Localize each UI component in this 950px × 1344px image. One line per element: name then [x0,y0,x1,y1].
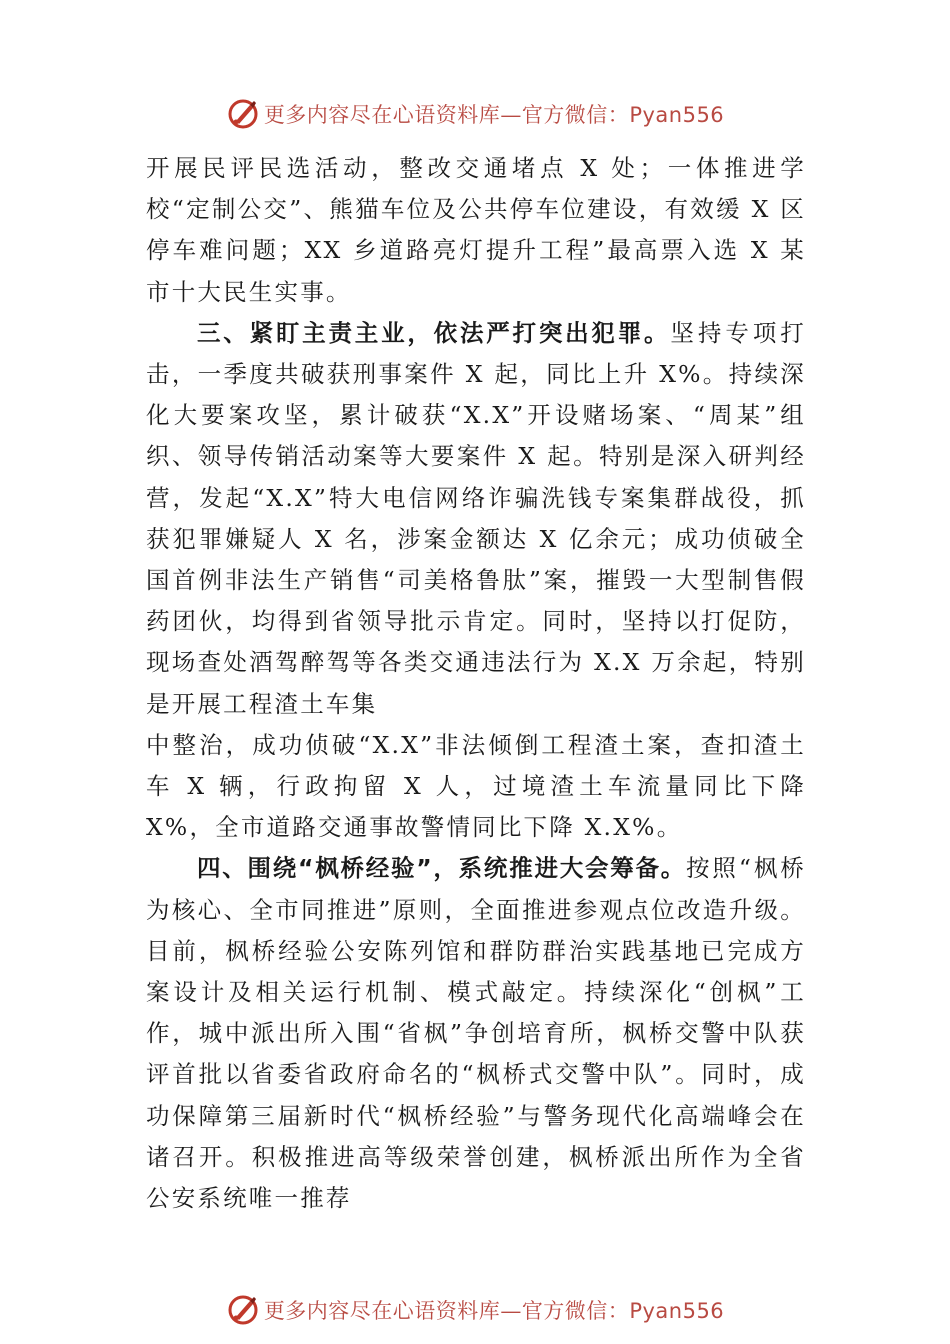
section-heading-3: 三、紧盯主责主业，依法严打突出犯罪。 [197,318,671,347]
paragraph-2 [146,313,806,725]
paragraph-4-text: 按照“枫桥为核心、全市同推进”原则，全面推进参观点位改造升级。目前，枫桥经验公安陈列馆和群防群治实践基地已完成方案设计及相关运行机制、模式敲定。持续深化“创枫”工作，城中派出所入围“省枫”争创培育所，枫桥交警中队获评首批以省委省政府命名的“枫桥式交警中队”。同时，成功保障第三届新时代“枫桥经验”与警务现代化高端峰会在诸召开。积极推进高等级荣誉创建，枫桥派出所作为全省公安系统唯一推荐 [146,854,806,1213]
paragraph-3: 中整治，成功侦破“X.X”非法倾倒工程渣土案，查扣渣土车 X 辆，行政拘留 X 人，过境渣土车流量同比下降 X%，全市道路交通事故警情同比下降 X.X%。 [146,730,806,842]
brush-logo-icon [226,97,260,131]
watermark-header [0,94,950,134]
section-heading-4: 四、围绕“枫桥经验”，系统推进大会筹备。 [197,854,686,883]
watermark-text: 更多内容尽在心语资料库—官方微信：Pyan556 [263,1299,725,1323]
watermark-text: 更多内容尽在心语资料库—官方微信：Pyan556 [263,103,725,127]
paragraph-2-text: 坚持专项打击，一季度共破获刑事案件 X 起，同比上升 X%。持续深化大要案攻坚，累计破获“X.X”开设赌场案、“周某”组织、领导传销活动案等大要案件 X 起。特别是深入研判经营，发起“X.X”特大电信网络诈骗洗钱专案集群战役，抓获犯罪嫌疑人 X 名，涉案金额达 X 亿余元；成功侦破全国首例非法生产销售“司美格鲁肽”案，摧毁一大型制售假药团伙，均得到省领导批示肯定。同时，坚持以打促防，现场查处酒驾醉驾等各类交通违法行为 X.X 万余起，特别是开展工程渣土车集 [146,318,807,718]
paragraph-4 [146,848,806,1219]
document-body [146,148,806,1219]
paragraph-1: 开展民评民选活动，整改交通堵点 X 处；一体推进学校“定制公交”、熊猫车位及公共停车位建设，有效缓 X 区停车难问题；XX 乡道路亮灯提升工程”最高票入选 X 某市十大民生实事。 [146,154,806,306]
brush-logo-icon [226,1293,260,1327]
watermark-footer [0,1290,950,1330]
